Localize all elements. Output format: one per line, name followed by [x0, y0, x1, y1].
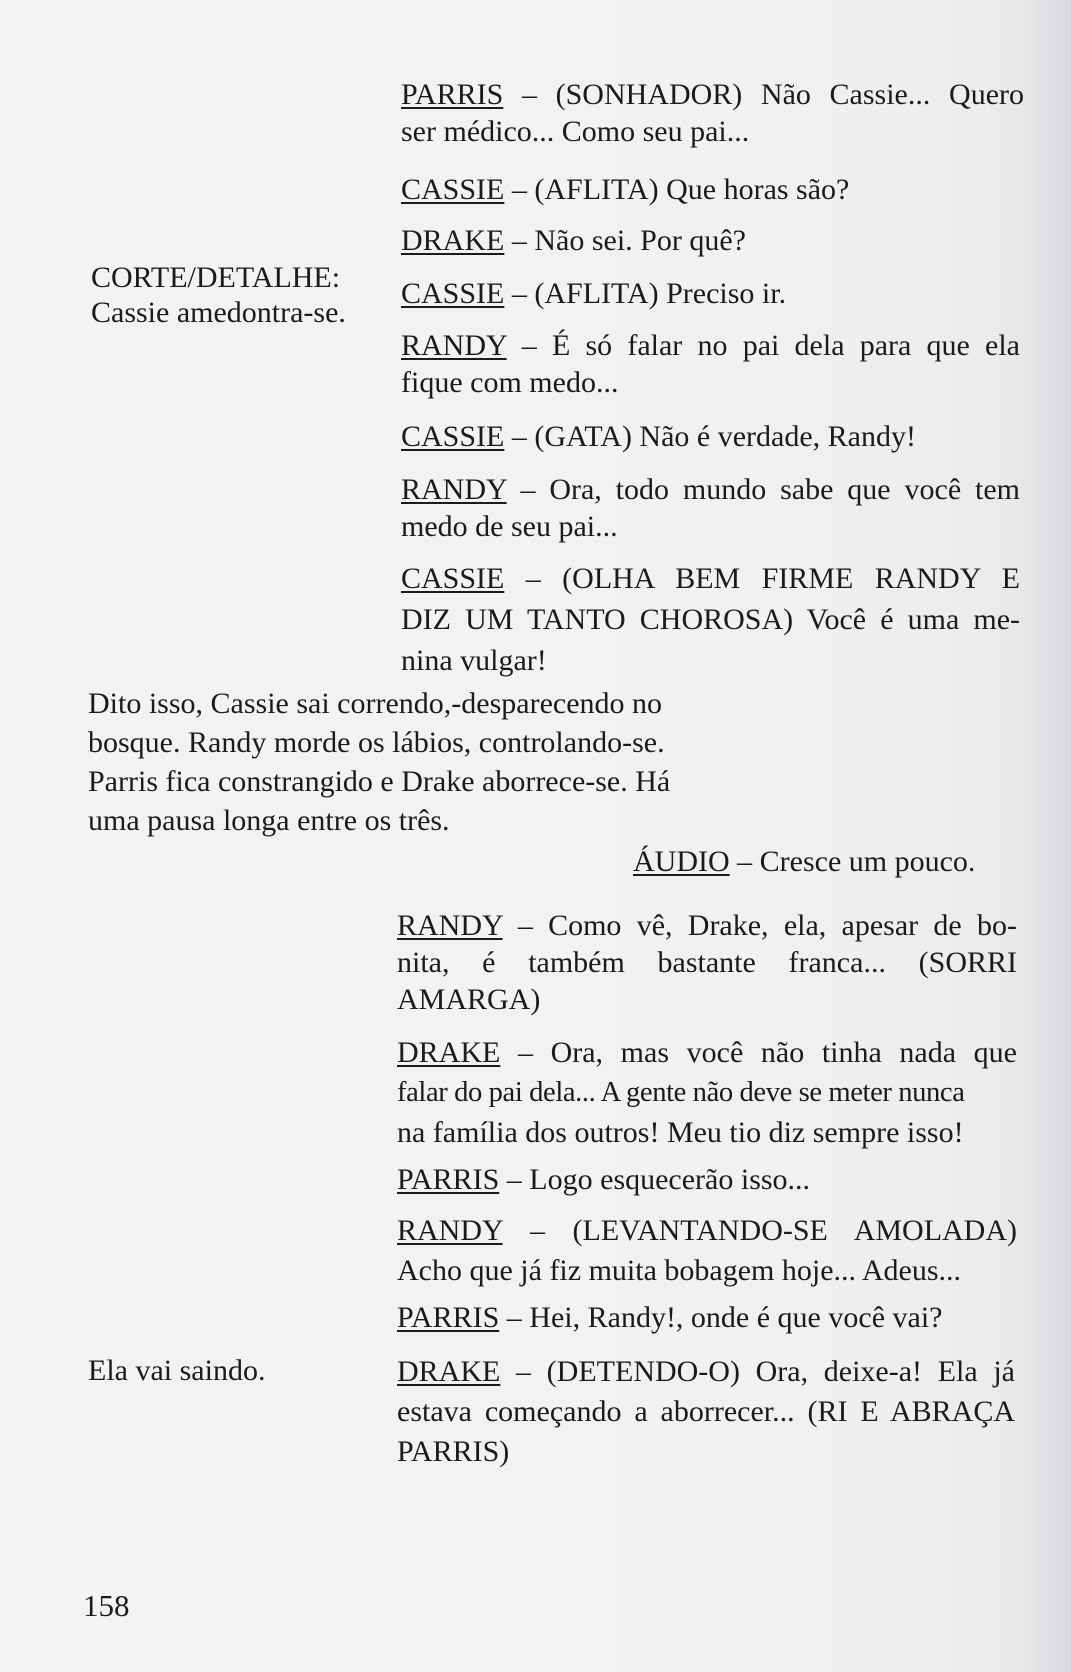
dialogue-first-line	[633, 843, 975, 880]
speaker-name: RANDY	[401, 329, 507, 362]
dialogue-entry	[401, 471, 1020, 545]
dialogue-text: – (SONHADOR) Não Cassie... Quero	[521, 78, 1024, 111]
dialogue-entry	[401, 558, 1020, 681]
dialogue-text: – (OLHA BEM FIRME RANDY E	[525, 562, 1021, 595]
dialogue-entry	[397, 1352, 1015, 1472]
page-number: 158	[83, 1588, 130, 1623]
dialogue-text: DIZ UM TANTO CHOROSA) Você é uma me-	[401, 603, 1020, 636]
speaker-name: PARRIS	[397, 1163, 500, 1196]
dialogue-text: – Ora, mas você não tinha nada que	[517, 1036, 1017, 1069]
dialogue-text: AMARGA)	[397, 983, 541, 1016]
dialogue-text: – (DETENDO-O) Ora, deixe-a! Ela já	[516, 1355, 1015, 1388]
side-note-corte-line2: Cassie amedontra-se.	[91, 296, 346, 329]
speaker-name: CASSIE	[401, 173, 505, 206]
dialogue-first-line	[397, 1211, 1017, 1251]
dialogue-entry	[397, 907, 1017, 1018]
dialogue-entry	[401, 171, 849, 208]
dialogue-first-line	[397, 1033, 1017, 1073]
dialogue-text: ser médico... Como seu pai...	[401, 115, 750, 148]
narration-line: Dito isso, Cassie sai correndo,-desparecendo no	[88, 687, 663, 720]
narration-line: bosque. Randy morde os lábios, controlando-se.	[88, 726, 665, 759]
dialogue-text: fique com medo...	[401, 366, 619, 399]
dialogue-text: – É só falar no pai dela para que ela	[521, 329, 1021, 362]
speaker-name: ÁUDIO	[633, 845, 730, 878]
side-note-ela-vai-line: Ela vai saindo.	[88, 1354, 266, 1387]
dialogue-first-line	[401, 471, 1020, 508]
dialogue-entry	[401, 275, 786, 312]
dialogue-first-line	[401, 171, 849, 208]
dialogue-text: nita, é também bastante franca... (SORRI	[397, 946, 1017, 979]
dialogue-text: – (GATA) Não é verdade, Randy!	[511, 420, 916, 453]
page-edge-shadow	[1031, 0, 1071, 1672]
speaker-name: CASSIE	[401, 562, 505, 595]
dialogue-text: – (AFLITA) Que horas são?	[511, 173, 850, 206]
speaker-name: CASSIE	[401, 420, 505, 453]
speaker-name: PARRIS	[397, 1301, 500, 1334]
dialogue-text: – (AFLITA) Preciso ir.	[511, 277, 787, 310]
dialogue-text: – Logo esquecerão isso...	[506, 1163, 811, 1196]
speaker-name: RANDY	[397, 909, 503, 942]
dialogue-entry	[401, 327, 1020, 401]
dialogue-first-line	[397, 1161, 810, 1198]
speaker-name: PARRIS	[401, 78, 504, 111]
speaker-name: CASSIE	[401, 277, 505, 310]
speaker-name: DRAKE	[397, 1355, 501, 1388]
dialogue-text: na família dos outros! Meu tio diz sempre isso!	[397, 1116, 964, 1149]
dialogue-entry	[401, 76, 1024, 150]
dialogue-text: estava começando a aborrecer... (RI E ABRAÇA	[397, 1395, 1015, 1428]
speaker-name: DRAKE	[397, 1036, 501, 1069]
dialogue-entry	[401, 222, 746, 259]
dialogue-first-line	[397, 1352, 1015, 1392]
narration-line: uma pausa longa entre os três.	[88, 804, 450, 837]
dialogue-first-line	[401, 76, 1024, 113]
dialogue-first-line	[401, 222, 746, 259]
dialogue-first-line	[401, 418, 916, 455]
dialogue-text: – (LEVANTANDO-SE AMOLADA)	[530, 1214, 1018, 1247]
narration-paragraph	[88, 684, 670, 840]
dialogue-entry	[633, 843, 975, 880]
dialogue-text: – Ora, todo mundo sabe que você tem	[520, 473, 1020, 506]
dialogue-first-line	[397, 907, 1017, 944]
dialogue-text: – Como vê, Drake, ela, apesar de bo-	[517, 909, 1017, 942]
dialogue-entry	[397, 1161, 810, 1198]
speaker-name: RANDY	[397, 1214, 503, 1247]
dialogue-entry	[401, 418, 916, 455]
dialogue-first-line	[397, 1299, 942, 1336]
dialogue-entry	[397, 1299, 942, 1336]
dialogue-text: – Não sei. Por quê?	[511, 224, 746, 257]
side-note-corte-line1: CORTE/DETALHE:	[91, 261, 341, 294]
dialogue-text: medo de seu pai...	[401, 510, 618, 543]
side-note-ela-vai	[88, 1352, 265, 1389]
speaker-name: DRAKE	[401, 224, 505, 257]
dialogue-text: falar do pai dela... A gente não deve se meter nunca	[397, 1077, 965, 1108]
dialogue-text: PARRIS)	[397, 1435, 510, 1468]
dialogue-text: – Hei, Randy!, onde é que você vai?	[506, 1301, 943, 1334]
dialogue-text: nina vulgar!	[401, 644, 547, 677]
dialogue-first-line	[401, 558, 1020, 599]
dialogue-entry	[397, 1211, 1017, 1291]
side-note-corte	[91, 260, 346, 330]
dialogue-text: – Cresce um pouco.	[737, 845, 976, 878]
speaker-name: RANDY	[401, 473, 507, 506]
dialogue-first-line	[401, 275, 786, 312]
dialogue-text: Acho que já fiz muita bobagem hoje... Adeus...	[397, 1254, 962, 1287]
dialogue-first-line	[401, 327, 1020, 364]
dialogue-entry	[397, 1033, 1017, 1153]
narration-line: Parris fica constrangido e Drake aborrece-se. Há	[88, 765, 671, 798]
